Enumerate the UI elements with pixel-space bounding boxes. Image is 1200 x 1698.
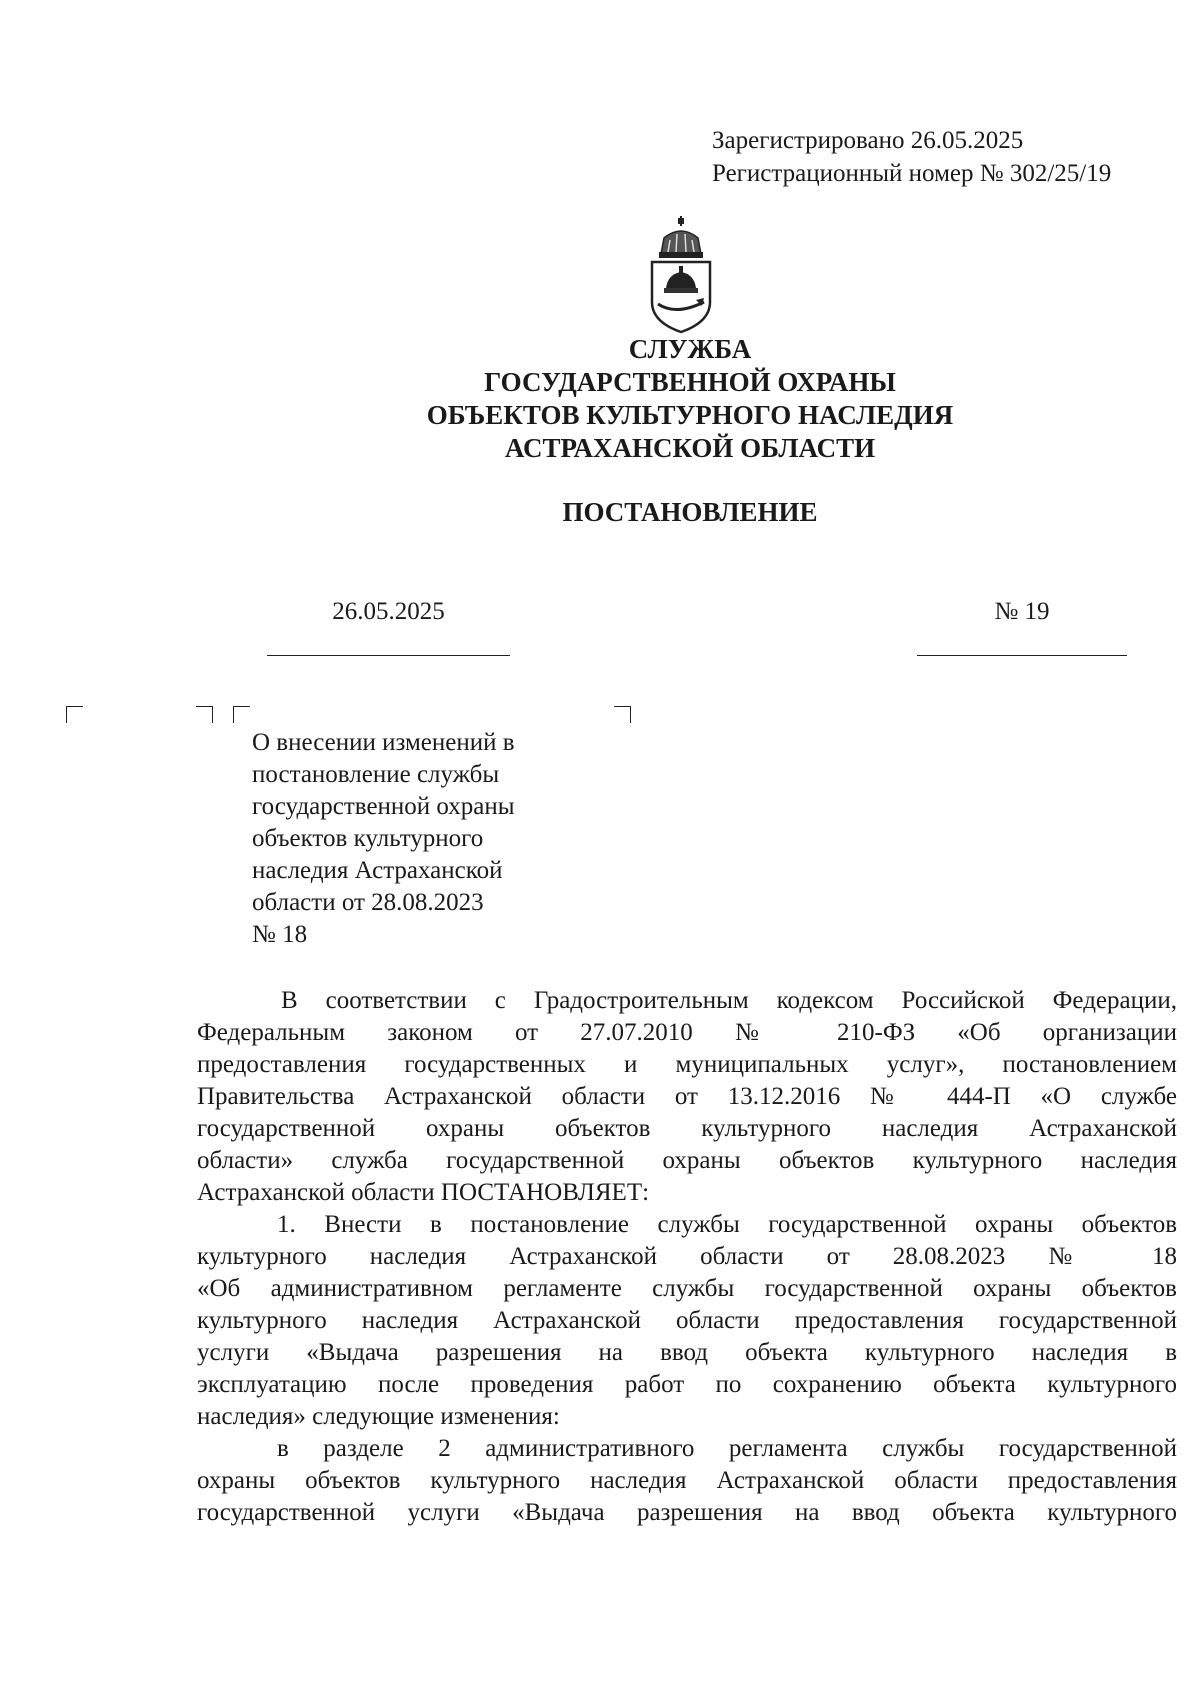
- body-line: 1. Внести в постановление службы государственной охраны объектов: [277, 1211, 1177, 1238]
- subject-line: № 18: [252, 921, 308, 948]
- body-line: государственной охраны объектов культурного наследия Астраханской: [197, 1115, 1177, 1142]
- subject-line: государственной охраны: [252, 793, 515, 820]
- corner-mark: [66, 706, 83, 723]
- body-line: Астраханской области ПОСТАНОВЛЯЕТ:: [197, 1179, 650, 1206]
- subject-line: наследия Астраханской: [252, 857, 503, 884]
- organization-name-line: ГОСУДАРСТВЕННОЙ ОХРАНЫ: [484, 367, 896, 397]
- subject-line: постановление службы: [252, 761, 500, 788]
- body-line: культурного наследия Астраханской области предоставления государственной: [197, 1307, 1177, 1334]
- registration-stamp: [712, 124, 1111, 190]
- number-underline: [917, 655, 1127, 656]
- corner-mark: [196, 706, 213, 723]
- body-line: В соответствии с Градостроительным кодексом Российской Федерации,: [281, 987, 1177, 1014]
- registration-number: Регистрационный номер № 302/25/19: [712, 160, 1112, 187]
- body-line: Правительства Астраханской области от 13.12.2016 № 444-П «О службе: [197, 1083, 1177, 1110]
- document-date: 26.05.2025: [332, 598, 445, 625]
- subject-line: области от 28.08.2023: [252, 889, 484, 916]
- body-line: наследия» следующие изменения:: [197, 1403, 560, 1430]
- body-line: охраны объектов культурного наследия Астраханской области предоставления: [197, 1467, 1177, 1494]
- body-line: «Об административном регламенте службы государственной охраны объектов: [197, 1275, 1177, 1302]
- body-line: культурного наследия Астраханской области от 28.08.2023 № 18: [197, 1243, 1177, 1270]
- body-line: эксплуатацию после проведения работ по сохранению объекта культурного: [197, 1371, 1177, 1398]
- registration-date: Зарегистрировано 26.05.2025: [712, 127, 1024, 154]
- body-line: услуги «Выдача разрешения на ввод объекта культурного наследия в: [197, 1339, 1177, 1366]
- subject-line: О внесении изменений в: [252, 729, 515, 756]
- body-line: в разделе 2 административного регламента службы государственной: [277, 1435, 1177, 1462]
- body-line: предоставления государственных и муниципальных услуг», постановлением: [197, 1051, 1177, 1078]
- organization-name: [300, 333, 1080, 465]
- body-line: Федеральным законом от 27.07.2010 № 210-ФЗ «Об организации: [197, 1019, 1177, 1046]
- document-body: [197, 985, 1177, 1529]
- body-line: государственной услуги «Выдача разрешения на ввод объекта культурного: [197, 1499, 1177, 1526]
- subject-line: объектов культурного: [252, 825, 484, 852]
- astrakhan-coat-of-arms-icon: [646, 216, 716, 334]
- document-type-title: ПОСТАНОВЛЕНИЕ: [562, 497, 818, 527]
- corner-mark: [233, 706, 250, 723]
- document-subject: [252, 727, 582, 951]
- organization-name-line: СЛУЖБА: [628, 334, 752, 364]
- date-underline: [267, 655, 510, 656]
- organization-name-line: ОБЪЕКТОВ КУЛЬТУРНОГО НАСЛЕДИЯ: [426, 400, 954, 430]
- document-number: № 19: [994, 598, 1050, 625]
- body-line: области» служба государственной охраны объектов культурного наследия: [197, 1147, 1177, 1174]
- organization-name-line: АСТРАХАНСКОЙ ОБЛАСТИ: [504, 433, 876, 463]
- corner-mark: [614, 706, 631, 723]
